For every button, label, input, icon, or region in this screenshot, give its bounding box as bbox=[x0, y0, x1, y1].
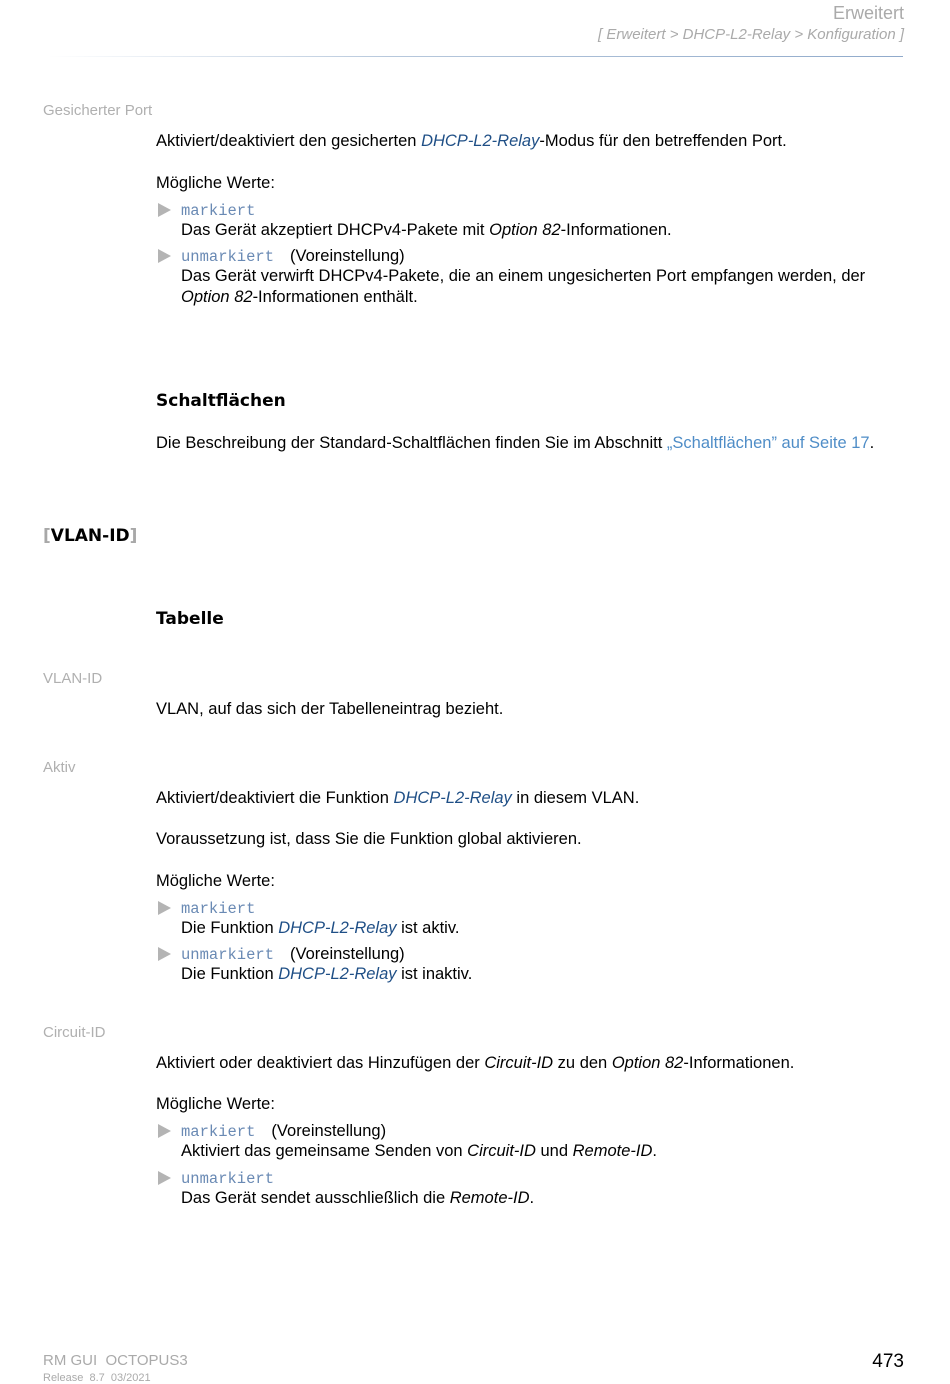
active-description: Aktiviert/deaktiviert die Funktion DHCP-L2-Relay in diesem VLAN. bbox=[156, 789, 640, 807]
bullet-triangle-icon bbox=[158, 203, 171, 217]
secured-port-description: Aktiviert/deaktiviert den gesicherten DHCP-L2-Relay-Modus für den betreffenden Port. bbox=[156, 132, 787, 150]
circuit-id-description: Aktiviert oder deaktiviert das Hinzufügen der Circuit-ID zu den Option 82-Informationen. bbox=[156, 1054, 795, 1072]
vlan-id-description: VLAN, auf das sich der Tabelleneintrag bezieht. bbox=[156, 700, 504, 718]
param-label-secured-port: Gesicherter Port bbox=[43, 102, 153, 119]
param-label-active: Aktiv bbox=[43, 759, 76, 776]
header-title: Erweitert bbox=[832, 3, 904, 23]
footer-release: Release 8.7 03/2021 bbox=[43, 1372, 151, 1384]
section-heading-buttons: Schaltflächen bbox=[156, 391, 286, 411]
section-heading-table: Tabelle bbox=[156, 609, 224, 629]
bullet-triangle-icon bbox=[158, 249, 171, 263]
footer-document-name: RM GUI OCTOPUS3 bbox=[43, 1352, 188, 1369]
buttons-description: Die Beschreibung der Standard-Schaltflächen finden Sie im Abschnitt „Schaltflächen” auf Seite 17. bbox=[156, 434, 875, 452]
active-prerequisite: Voraussetzung ist, dass Sie die Funktion global aktivieren. bbox=[156, 830, 582, 848]
value-code: unmarkiert bbox=[181, 248, 275, 266]
header-divider bbox=[48, 56, 903, 57]
possible-values-heading: Mögliche Werte: bbox=[156, 1095, 275, 1113]
bullet-triangle-icon bbox=[158, 947, 171, 961]
breadcrumb: [ Erweitert > DHCP-L2-Relay > Konfiguration ] bbox=[598, 26, 904, 43]
term-dhcp-l2-relay: DHCP-L2-Relay bbox=[421, 132, 540, 150]
possible-values-heading: Mögliche Werte: bbox=[156, 872, 275, 890]
dialog-section-heading: [VLAN-ID] bbox=[43, 526, 138, 546]
bullet-triangle-icon bbox=[158, 1171, 171, 1185]
page-number: 473 bbox=[872, 1351, 904, 1372]
link-buttons-section[interactable]: „Schaltflächen” auf Seite 17 bbox=[666, 434, 870, 452]
bullet-triangle-icon bbox=[158, 1124, 171, 1138]
param-label-circuit-id: Circuit-ID bbox=[43, 1024, 106, 1041]
param-label-vlan-id: VLAN-ID bbox=[43, 670, 103, 687]
default-marker: (Voreinstellung) bbox=[290, 247, 405, 265]
value-code: markiert bbox=[181, 202, 256, 220]
bullet-triangle-icon bbox=[158, 901, 171, 915]
possible-values-heading: Mögliche Werte: bbox=[156, 174, 275, 192]
